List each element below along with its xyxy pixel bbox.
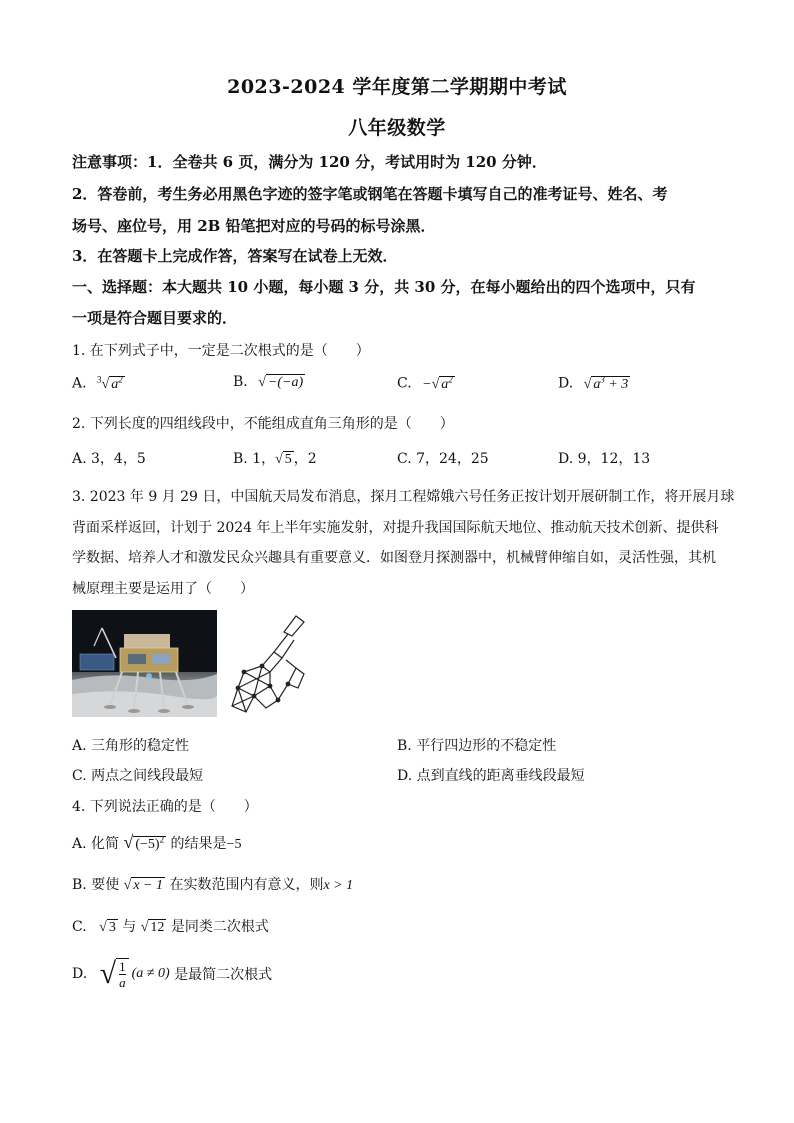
q1-option-d: D. √ $a^3 + 3$ [558,374,629,392]
sqrt-5: √ 5 [275,452,292,467]
notice-line-1: 注意事项：1．全卷共 6 页，满分为 120 分，考试用时为 120 分钟． [72,153,547,171]
section-heading-line-2: 一项是符合题目要求的． [72,309,238,327]
sqrt-one-over-a: √ 1 a (a ≠ 0) [99,957,170,990]
q4-option-b: B. 要使 √ x − 1 在实数范围内有意义，则x > 1 [72,877,354,893]
robotic-arm-diagram [226,612,312,716]
question-4-stem: 4. 下列说法正确的是（ ） [72,799,258,815]
notice-line-2: 2．答卷前，考生务必用黑色字迹的签字笔或钢笔在答题卡填写自己的准考证号、姓名、考 [72,185,668,203]
notice-line-4: 3．在答题卡上完成作答，答案写在试卷上无效． [72,247,398,265]
robotic-arm-sketch [226,612,312,716]
sqrt-x-minus-1: √ x − 1 [123,878,164,893]
sqrt-neg-neg-a: √ −(−a) [258,375,304,390]
q4-option-a: A. 化简 √ $(-5)^2$ 的结果是−5 [72,832,242,852]
lunar-lander-illustration [72,610,217,717]
q1-option-a: A. $^3$√ $a^2$ [72,374,123,392]
exam-title: 2023-2024 学年度第二学期期中考试 [227,76,567,98]
q3-option-c: C. 两点之间线段最短 [72,768,204,784]
cube-root-a-squared: $^3$√ $a^2$ [97,374,123,392]
q3-option-b: B. 平行四边形的不稳定性 [397,738,557,754]
q4-option-c: C. √ 3 与 √ 12 是同类二次根式 [72,919,269,935]
neg-sqrt-a-squared: −√ $a^2$ [422,374,453,392]
sqrt-a-cubed-plus-3: √ $a^3 + 3$ [583,374,629,392]
q3-option-a: A. 三角形的稳定性 [72,738,190,754]
sqrt-neg5-squared: √ $(-5)^2$ [123,832,165,852]
lunar-lander-photo [72,610,217,717]
section-heading-line-1: 一、选择题：本大题共 10 小题，每小题 3 分，共 30 分，在每小题给出的四个选项中，只有 [72,278,696,296]
sqrt-12: √ 12 [140,920,165,935]
q3-option-d: D. 点到直线的距离垂线段最短 [397,768,585,784]
q4-option-d: D. √ 1 a (a ≠ 0) 是最简二次根式 [72,957,273,990]
q2-option-a: A. 3，4，5 [72,451,146,467]
q2-option-d: D. 9，12，13 [558,451,651,467]
question-3-line-2: 背面采样返回，计划于 2024 年上半年实施发射，对提升我国国际航天地位、推动航天技术创新、提供科 [72,520,719,536]
q1-option-c: C. −√ $a^2$ [397,374,453,392]
question-1-stem: 1. 在下列式子中，一定是二次根式的是（ ） [72,343,370,359]
q1-option-b: B. √ −(−a) [233,374,304,390]
notice-line-3: 场号、座位号，用 2B 铅笔把对应的号码的标号涂黑． [72,217,436,235]
question-3-line-4: 械原理主要是运用了（ ） [72,581,254,597]
sqrt-3: √ 3 [99,920,116,935]
exam-subtitle: 八年级数学 [348,117,446,139]
q2-option-b: B. 1，√ 5 ，2 [233,451,317,467]
q2-option-c: C. 7，24，25 [397,451,489,467]
question-2-stem: 2. 下列长度的四组线段中，不能组成直角三角形的是（ ） [72,416,454,432]
question-3-line-1: 3. 2023 年 9 月 29 日，中国航天局发布消息，探月工程嫦娥六号任务正按计划开展研制工作，将开展月球 [72,489,735,505]
question-3-line-3: 学数据、培养人才和激发民众兴趣具有重要意义．如图登月探测器中，机械臂伸缩自如，灵活性强，其机 [72,550,716,566]
